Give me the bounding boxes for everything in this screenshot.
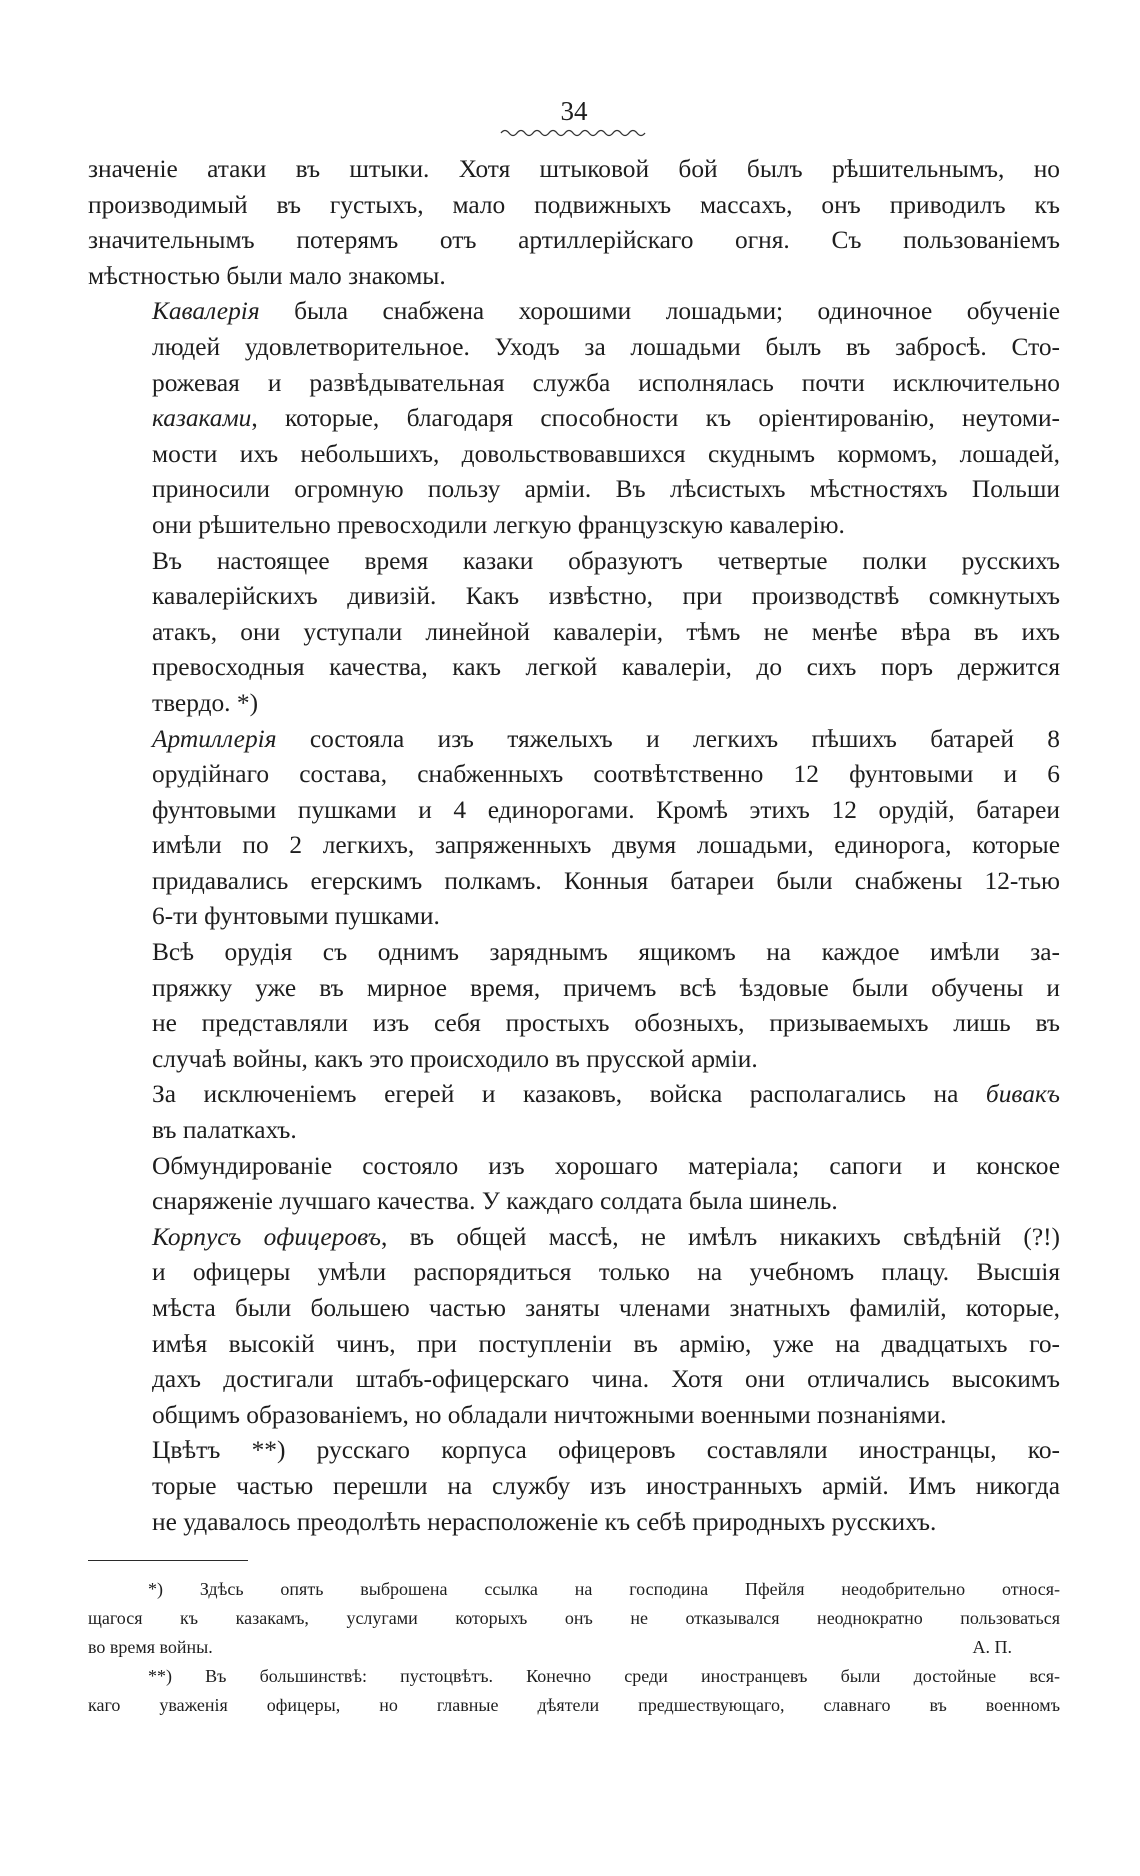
text-line: они рѣшительно превосходили легкую французскую кавалерію. — [152, 510, 845, 539]
text-line: кавалерійскихъ дивизій. Какъ извѣстно, при производствѣ сомкнутыхъ — [152, 582, 1060, 611]
paragraph-bivouac — [88, 1077, 1060, 1148]
text-line: Обмундированіе состояло изъ хорошаго матеріала; сапоги и конское — [152, 1151, 1060, 1180]
text-line: мѣстностью были мало знакомы. — [88, 261, 446, 290]
wavy-ornament-icon — [499, 128, 649, 138]
footnote-1 — [88, 1575, 1060, 1662]
text-line: случаѣ войны, какъ это происходило въ прусской арміи. — [152, 1044, 758, 1073]
text-line: не представляли изъ себя простыхъ обозныхъ, призываемыхъ лишь въ — [152, 1009, 1060, 1038]
text-line: въ палаткахъ. — [152, 1116, 297, 1145]
document-page — [88, 96, 1060, 1720]
text-line: орудійнаго состава, снабженныхъ соотвѣтственно 12 фунтовыми и 6 — [152, 760, 1060, 789]
text-line: пряжку уже въ мирное время, причемъ всѣ ѣздовые были обучены и — [152, 973, 1060, 1002]
text-line: производимый въ густыхъ, мало подвижныхъ массахъ, онъ приводилъ къ — [88, 190, 1060, 219]
text-line: Кавалерія была снабжена хорошими лошадьми; одиночное обученіе — [152, 297, 1060, 326]
text-line: За исключеніемъ егерей и казаковъ, войска располагались на бивакъ — [152, 1080, 1060, 1109]
text-line: и офицеры умѣли распорядиться только на учебномъ плацу. Высшія — [152, 1258, 1060, 1287]
italic-term-artillery: Артиллерія — [152, 724, 277, 753]
paragraph-foreigners — [88, 1433, 1060, 1540]
text-line: имѣли по 2 легкихъ, запряженныхъ двумя лошадьми, единорога, которые — [152, 831, 1060, 860]
footnote-line — [88, 1633, 1060, 1662]
text-line: значительнымъ потерямъ отъ артиллерійскаго огня. Съ пользованіемъ — [88, 226, 1060, 255]
footnote-line: **) Въ большинствѣ: пустоцвѣтъ. Конечно среди иностранцевъ были достойные вся- — [148, 1666, 1060, 1687]
paragraph-guns — [88, 935, 1060, 1077]
text-line: значеніе атаки въ штыки. Хотя штыковой бой былъ рѣшительнымъ, но — [88, 155, 1060, 183]
paragraph-cavalry — [88, 294, 1060, 543]
footnote-separator — [88, 1560, 248, 1561]
paragraph-uniform — [88, 1149, 1060, 1220]
text-line: превосходныя качества, какъ легкой кавалеріи, до сихъ поръ держится — [152, 653, 1060, 682]
italic-term-cossacks: казаками — [152, 404, 252, 433]
text-line: Корпусъ офицеровъ, въ общей массѣ, не имѣлъ никакихъ свѣдѣній (?!) — [152, 1222, 1060, 1251]
text-line: рожевая и развѣдывательная служба исполнялась почти исключительно — [152, 368, 1060, 397]
text-line: твердо. *) — [152, 688, 259, 717]
footnote-2 — [88, 1662, 1060, 1720]
paragraph-artillery — [88, 722, 1060, 936]
italic-term-officer-corps: Корпусъ офицеровъ — [152, 1222, 381, 1251]
footnote-line: каго уваженія офицеры, но главные дѣятели предшествующаго, славнаго въ военномъ — [88, 1695, 1060, 1716]
paragraph-cossacks — [88, 544, 1060, 722]
text-line: общимъ образованіемъ, но обладали ничтожными военными познаніями. — [152, 1400, 947, 1429]
footnote-last-line: во время войны. — [88, 1637, 213, 1658]
body-text — [88, 152, 1060, 1540]
text-line: атакъ, они уступали линейной кавалеріи, тѣмъ не менѣе вѣра въ ихъ — [152, 617, 1060, 646]
text-line: придавались егерскимъ полкамъ. Конныя батареи были снабжены 12-тью — [152, 866, 1060, 895]
text-line: дахъ достигали штабъ-офицерскаго чина. Хотя они отличались высокимъ — [152, 1365, 1060, 1394]
text-line: приносили огромную пользу арміи. Въ лѣсистыхъ мѣстностяхъ Польши — [152, 475, 1060, 504]
text-line: торые частью перешли на службу изъ иностранныхъ армій. Имъ никогда — [152, 1471, 1060, 1500]
text-line: не удавалось преодолѣть нерасположеніе къ себѣ природныхъ русскихъ. — [152, 1507, 937, 1536]
text-line: фунтовыми пушками и 4 единорогами. Кромѣ этихъ 12 орудій, батареи — [152, 795, 1060, 824]
text-line: Цвѣтъ **) русскаго корпуса офицеровъ составляли иностранцы, ко- — [152, 1436, 1060, 1465]
footnote-line: *) Здѣсь опять выброшена ссылка на господина Пфейля неодобрительно относя- — [148, 1579, 1060, 1600]
footnotes — [88, 1575, 1060, 1720]
text-line: мости ихъ небольшихъ, довольствовавшихся скуднымъ кормомъ, лошадей, — [152, 439, 1060, 468]
text-line: снаряженіе лучшаго качества. У каждаго солдата была шинель. — [152, 1187, 838, 1216]
page-number: 34 — [560, 96, 588, 126]
footnote-line: щагося къ казакамъ, услугами которыхъ онъ не отказывался неоднократно пользоваться — [88, 1608, 1060, 1629]
text-line: Всѣ орудія съ однимъ заряднымъ ящикомъ на каждое имѣли за- — [152, 938, 1060, 967]
text-line: 6-ти фунтовыми пушками. — [152, 902, 440, 931]
italic-term-bivouac: бивакъ — [985, 1080, 1060, 1109]
text-line: казаками, которые, благодаря способности къ оріентированію, неутоми- — [152, 404, 1060, 433]
paragraph-intro — [88, 152, 1060, 294]
text-line: имѣя высокій чинъ, при поступленіи въ армію, уже на двадцатыхъ го- — [152, 1329, 1060, 1358]
text-line: мѣста были большею частью заняты членами знатныхъ фамилій, которые, — [152, 1294, 1060, 1322]
paragraph-officers — [88, 1220, 1060, 1434]
text-line: Въ настоящее время казаки образуютъ четвертые полки русскихъ — [152, 546, 1060, 575]
italic-term-cavalry: Кавалерія — [152, 297, 260, 326]
text-line: людей удовлетворительное. Уходъ за лошадьми былъ въ забросѣ. Сто- — [152, 332, 1060, 361]
footnote-signature: А. П. — [972, 1637, 1012, 1658]
text-line: Артиллерія состояла изъ тяжелыхъ и легкихъ пѣшихъ батарей 8 — [152, 724, 1060, 753]
